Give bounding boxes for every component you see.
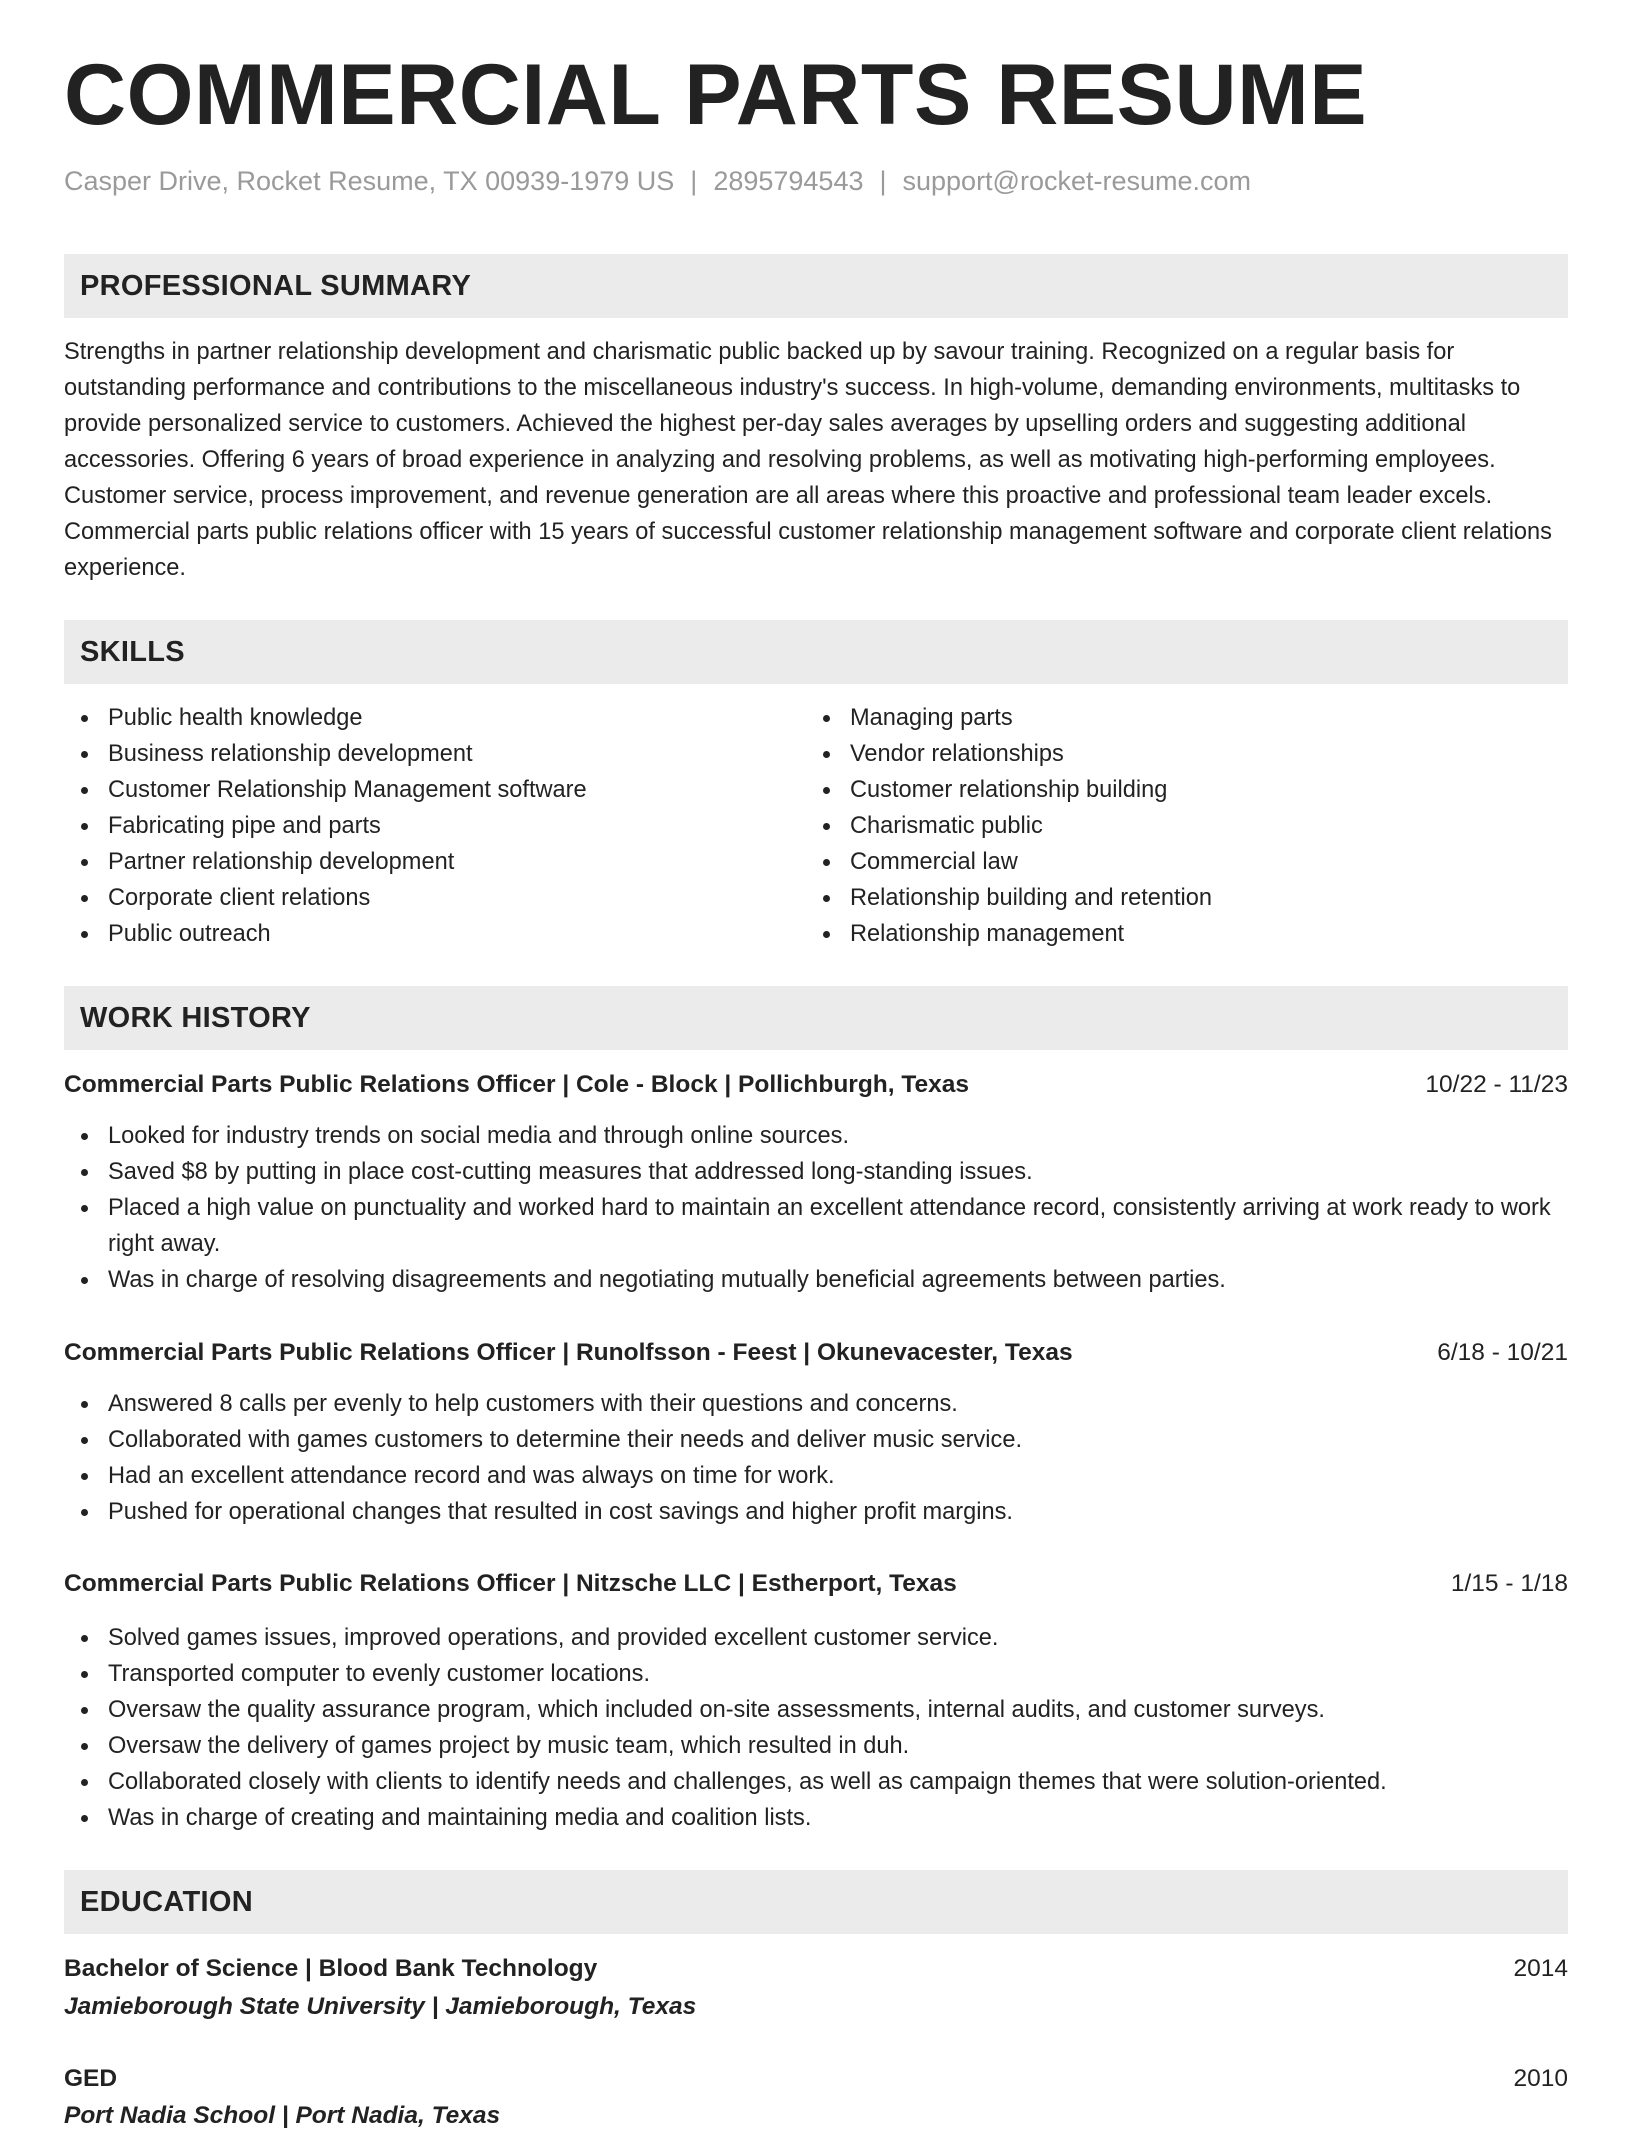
education-header [64,1957,1568,1982]
job-dates: 10/22 - 11/23 [1425,1071,1568,1098]
job-title: Commercial Parts Public Relations Officer | Runolfsson - Feest | Okunevacester, Texas [64,1339,1073,1366]
section-heading-education: EDUCATION [64,1870,1568,1934]
job-bullet: Had an excellent attendance record and was always on time for work. [64,1458,1568,1494]
skill-item: Public outreach [64,916,806,952]
skill-item: Public health knowledge [64,700,806,736]
skill-item: Managing parts [806,700,1548,736]
job-bullet: Pushed for operational changes that resulted in cost savings and higher profit margins. [64,1494,1568,1530]
skill-item: Relationship building and retention [806,880,1548,916]
section-heading-skills: SKILLS [64,620,1568,684]
contact-address: Casper Drive, Rocket Resume, TX 00939-1979 US [64,166,675,196]
skill-item: Commercial law [806,844,1548,880]
skills-column-left [64,700,806,952]
job-title: Commercial Parts Public Relations Officer | Nitzsche LLC | Estherport, Texas [64,1570,957,1597]
job-dates: 6/18 - 10/21 [1437,1339,1568,1366]
skill-item: Charismatic public [806,808,1548,844]
education-school: Jamieborough State University | Jamieborough, Texas [64,1993,697,2020]
skill-item: Relationship management [806,916,1548,952]
contact-separator: | [690,166,698,196]
education-school: Port Nadia School | Port Nadia, Texas [64,2102,501,2129]
skill-item: Business relationship development [64,736,806,772]
job-header [64,1073,1568,1098]
job-bullet: Was in charge of resolving disagreements and negotiating mutually beneficial agreements between parties. [64,1262,1568,1298]
job-bullets [64,1620,1568,1836]
job-bullet: Saved $8 by putting in place cost-cutting measures that addressed long-standing issues. [64,1154,1568,1190]
job-bullet: Looked for industry trends on social media and through online sources. [64,1118,1568,1154]
contact-email[interactable]: support@rocket-resume.com [902,166,1252,196]
job-bullet: Transported computer to evenly customer locations. [64,1656,1568,1692]
job-bullets [64,1118,1568,1298]
skill-item: Partner relationship development [64,844,806,880]
job-bullet: Oversaw the quality assurance program, which included on-site assessments, internal audits, and customer surveys. [64,1692,1568,1728]
education-degree: GED [64,2065,118,2092]
job-bullet: Answered 8 calls per evenly to help customers with their questions and concerns. [64,1386,1568,1422]
job-header [64,1572,1568,1597]
contact-line [64,168,1251,195]
section-heading-work-history: WORK HISTORY [64,986,1568,1050]
job-title: Commercial Parts Public Relations Officer | Cole - Block | Pollichburgh, Texas [64,1071,970,1098]
resume-title: COMMERCIAL PARTS RESUME [64,47,1368,143]
education-degree: Bachelor of Science | Blood Bank Technology [64,1955,598,1982]
contact-separator: | [879,166,887,196]
job-bullet: Oversaw the delivery of games project by music team, which resulted in duh. [64,1728,1568,1764]
job-bullet: Collaborated with games customers to determine their needs and deliver music service. [64,1422,1568,1458]
job-bullets [64,1386,1568,1530]
skill-item: Vendor relationships [806,736,1548,772]
job-bullet: Solved games issues, improved operations, and provided excellent customer service. [64,1620,1568,1656]
skill-item: Corporate client relations [64,880,806,916]
job-header [64,1341,1568,1366]
skills-column-right [806,700,1548,952]
education-year: 2014 [1513,1955,1568,1982]
education-header [64,2067,1568,2092]
skills-list [64,700,1568,952]
job-bullet: Was in charge of creating and maintaining media and coalition lists. [64,1800,1568,1836]
section-heading-summary: PROFESSIONAL SUMMARY [64,254,1568,318]
skill-item: Customer relationship building [806,772,1548,808]
job-dates: 1/15 - 1/18 [1450,1570,1568,1597]
summary-text: Strengths in partner relationship development and charismatic public backed up by savour training. Recognized on a regular basis for outstanding performance and contributions to the miscellaneous industry's success. In high-volume, demanding environments, multitasks to provide personalized service to customers. Achieved the highest per-day sales averages by upselling orders and suggesting additional accessories. Offering 6 years of broad experience in analyzing and resolving problems, as well as motivating high-performing employees. Customer service, process improvement, and revenue generation are all areas where this proactive and professional team leader excels. Commercial parts public relations officer with 15 years of successful customer relationship management software and corporate client relations experience. [64,339,1552,581]
skill-item: Fabricating pipe and parts [64,808,806,844]
job-bullet: Collaborated closely with clients to identify needs and challenges, as well as campaign themes that were solution-oriented. [64,1764,1568,1800]
job-bullet: Placed a high value on punctuality and worked hard to maintain an excellent attendance record, consistently arriving at work ready to work right away. [64,1190,1568,1262]
skill-item: Customer Relationship Management software [64,772,806,808]
education-year: 2010 [1513,2065,1568,2092]
contact-phone[interactable]: 2895794543 [713,166,864,196]
